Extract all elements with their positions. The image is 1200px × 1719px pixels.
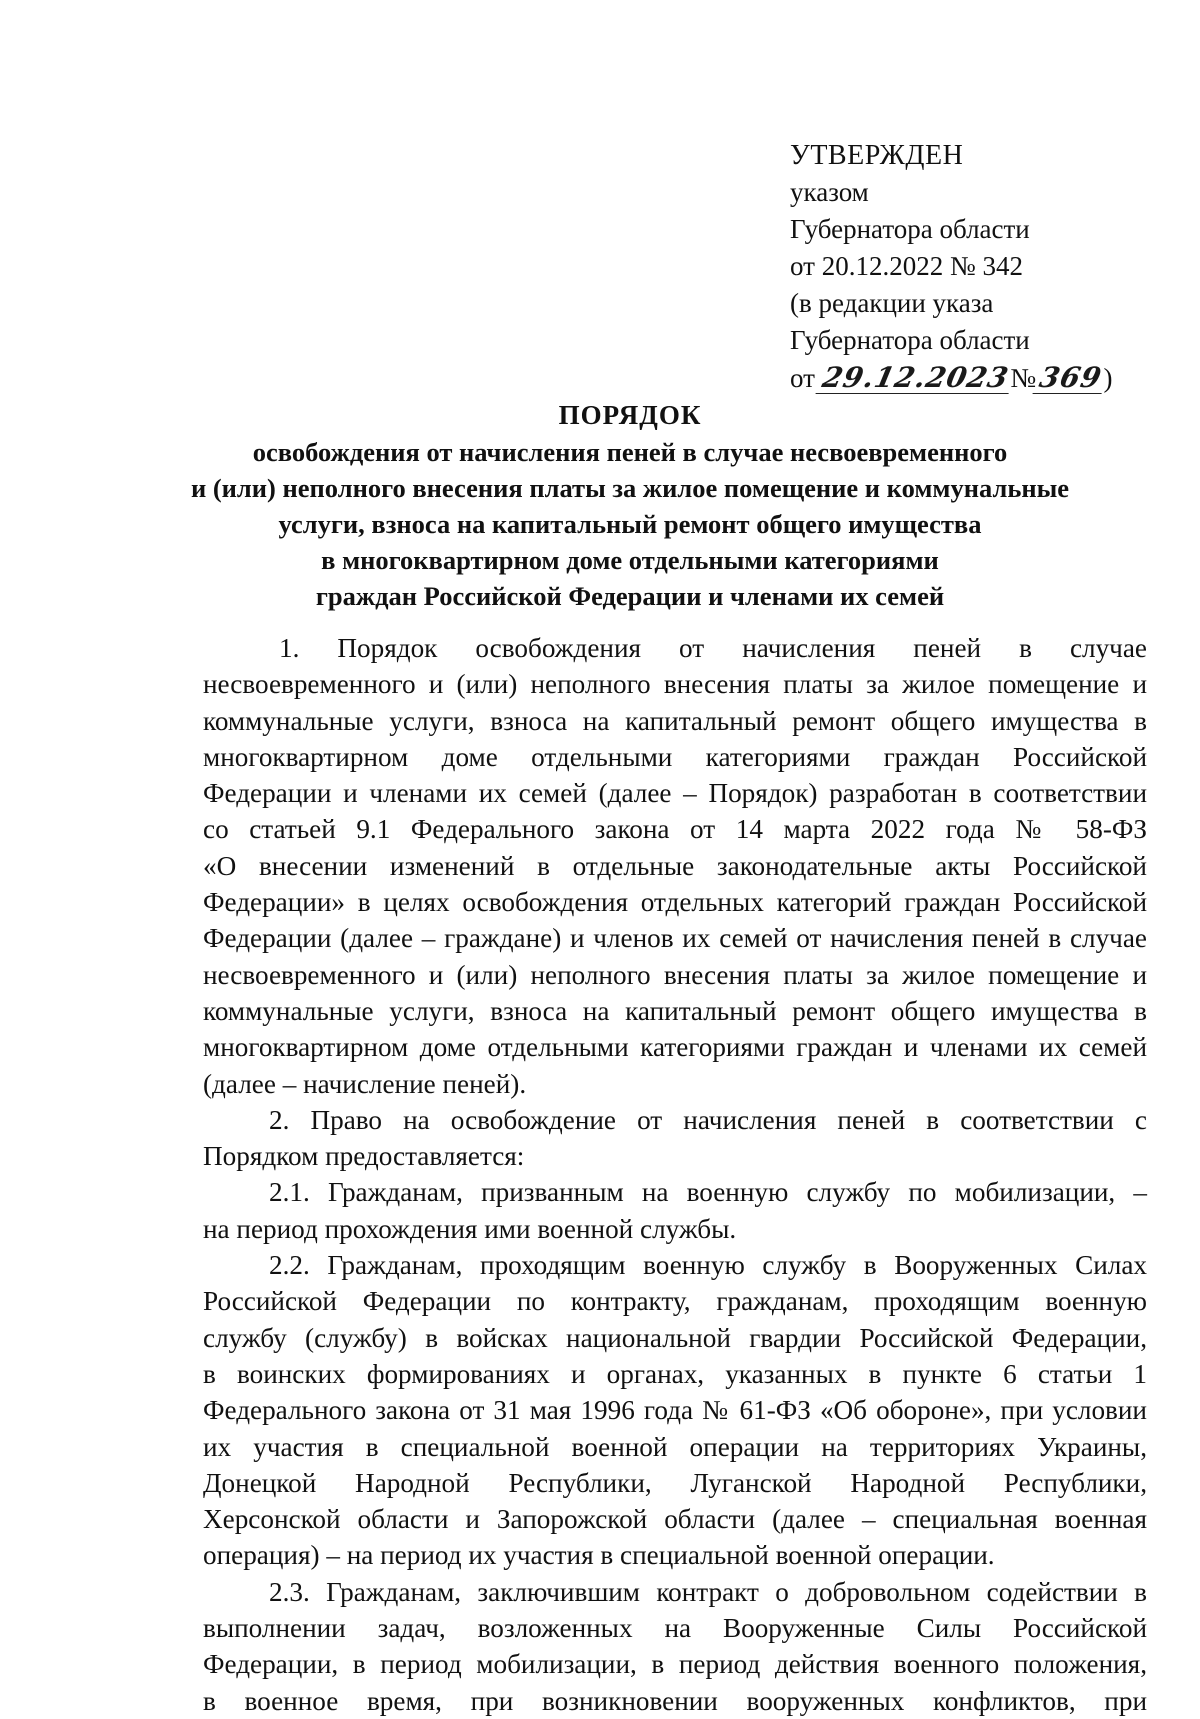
approved-heading: УТВЕРЖДЕН [790, 140, 964, 171]
text-line: в воинских формированиях и органах, указанных в пункте 6 статьи 1 [203, 1358, 1147, 1389]
text-line: 2.1. Гражданам, призванным на военную службу по мобилизации, – [269, 1177, 1147, 1208]
title-line: услуги, взноса на капитальный ремонт общего имущества [278, 509, 982, 539]
paragraph-2-1 [203, 1174, 1147, 1247]
title-line: освобождения от начисления пеней в случае несвоевременного [252, 437, 1008, 467]
text-line: 2.3. Гражданам, заключившим контракт о добровольном содействии в [269, 1576, 1147, 1607]
title-line: граждан Российской Федерации и членами их семей [315, 581, 945, 611]
title-line: и (или) неполного внесения платы за жилое помещение и коммунальные [190, 473, 1070, 503]
text-line: многоквартирном доме отдельными категориями граждан Российской [203, 741, 1147, 772]
text-line: службу (службу) в войсках национальной гвардии Российской Федерации, [203, 1322, 1147, 1353]
text-line: несвоевременного и (или) неполного внесения платы за жилое помещение и [203, 959, 1147, 990]
text-line: Федерального закона от 31 мая 1996 года № 61-ФЗ «Об обороне», при условии [203, 1395, 1147, 1426]
text-line: Федерации, в период мобилизации, в период действия военного положения, [203, 1649, 1147, 1680]
text-line: «О внесении изменений в отдельные законодательные акты Российской [203, 850, 1147, 881]
text-line: Российской Федерации по контракту, гражданам, проходящим военную [203, 1286, 1147, 1317]
text-line: Донецкой Народной Республики, Луганской Народной Республики, [203, 1467, 1147, 1498]
closing-parenthesis: ) [1103, 363, 1113, 393]
approval-line-handwritten [790, 359, 1130, 397]
approval-line-governor: Губернатора области [790, 214, 1030, 244]
text-line: со статьей 9.1 Федерального закона от 14 марта 2022 года № 58-ФЗ [203, 814, 1147, 845]
text-line: 2. Право на освобождение от начисления пеней в соответствии с [269, 1104, 1147, 1135]
paragraph-1 [203, 630, 1147, 1102]
paragraph-2-2 [203, 1247, 1147, 1574]
approval-from-prefix: от [790, 363, 815, 393]
text-line: выполнении задач, возложенных на Вооруженные Силы Российской [203, 1613, 1147, 1644]
approval-stamp-block [790, 137, 1130, 397]
text-line: операция) – на период их участия в специальной военной операции. [203, 1540, 995, 1571]
document-body [203, 630, 1147, 1719]
title-line: в многоквартирном доме отдельными категориями [321, 545, 939, 575]
approval-line-date-number: от 20.12.2022 № 342 [790, 251, 1023, 281]
approval-line-governor-2: Губернатора области [790, 325, 1030, 355]
text-line: Федерации (далее – граждане) и членов их семей от начисления пеней в случае [203, 923, 1147, 954]
text-line: их участия в специальной военной операции на территориях Украины, [203, 1431, 1147, 1462]
text-line: Федерации» в целях освобождения отдельных категорий граждан Российской [203, 887, 1147, 918]
title-main: ПОРЯДОК [558, 400, 702, 430]
text-line: несвоевременного и (или) неполного внесения платы за жилое помещение и [203, 669, 1147, 700]
text-line: 1. Порядок освобождения от начисления пеней в случае [279, 633, 1147, 663]
text-line: многоквартирном доме отдельными категориями граждан и членами их семей [203, 1032, 1147, 1063]
handwritten-number: 369 [1034, 359, 1107, 396]
number-sign: № [1010, 363, 1037, 393]
text-line: коммунальные услуги, взноса на капитальный ремонт общего имущества в [203, 995, 1147, 1026]
text-line: в военное время, при возникновении вооруженных конфликтов, при [203, 1685, 1147, 1716]
text-line: на период прохождения ими военной службы. [203, 1213, 737, 1244]
text-line: Федерации и членами их семей (далее – Порядок) разработан в соответствии [203, 778, 1147, 809]
text-line: коммунальные услуги, взноса на капитальный ремонт общего имущества в [203, 705, 1147, 736]
handwritten-date: 29.12.2023 [817, 359, 1014, 396]
text-line: Херсонской области и Запорожской области (далее – специальная военная [203, 1504, 1147, 1535]
document-title [190, 397, 1070, 614]
paragraph-2 [203, 1102, 1147, 1175]
approval-line-edition: (в редакции указа [790, 288, 994, 318]
text-line: Порядком предоставляется: [203, 1141, 525, 1172]
text-line: (далее – начисление пеней). [203, 1068, 527, 1099]
paragraph-2-3 [203, 1574, 1147, 1719]
approval-line-decree: указом [790, 177, 869, 207]
text-line: 2.2. Гражданам, проходящим военную службу в Вооруженных Силах [269, 1250, 1147, 1281]
